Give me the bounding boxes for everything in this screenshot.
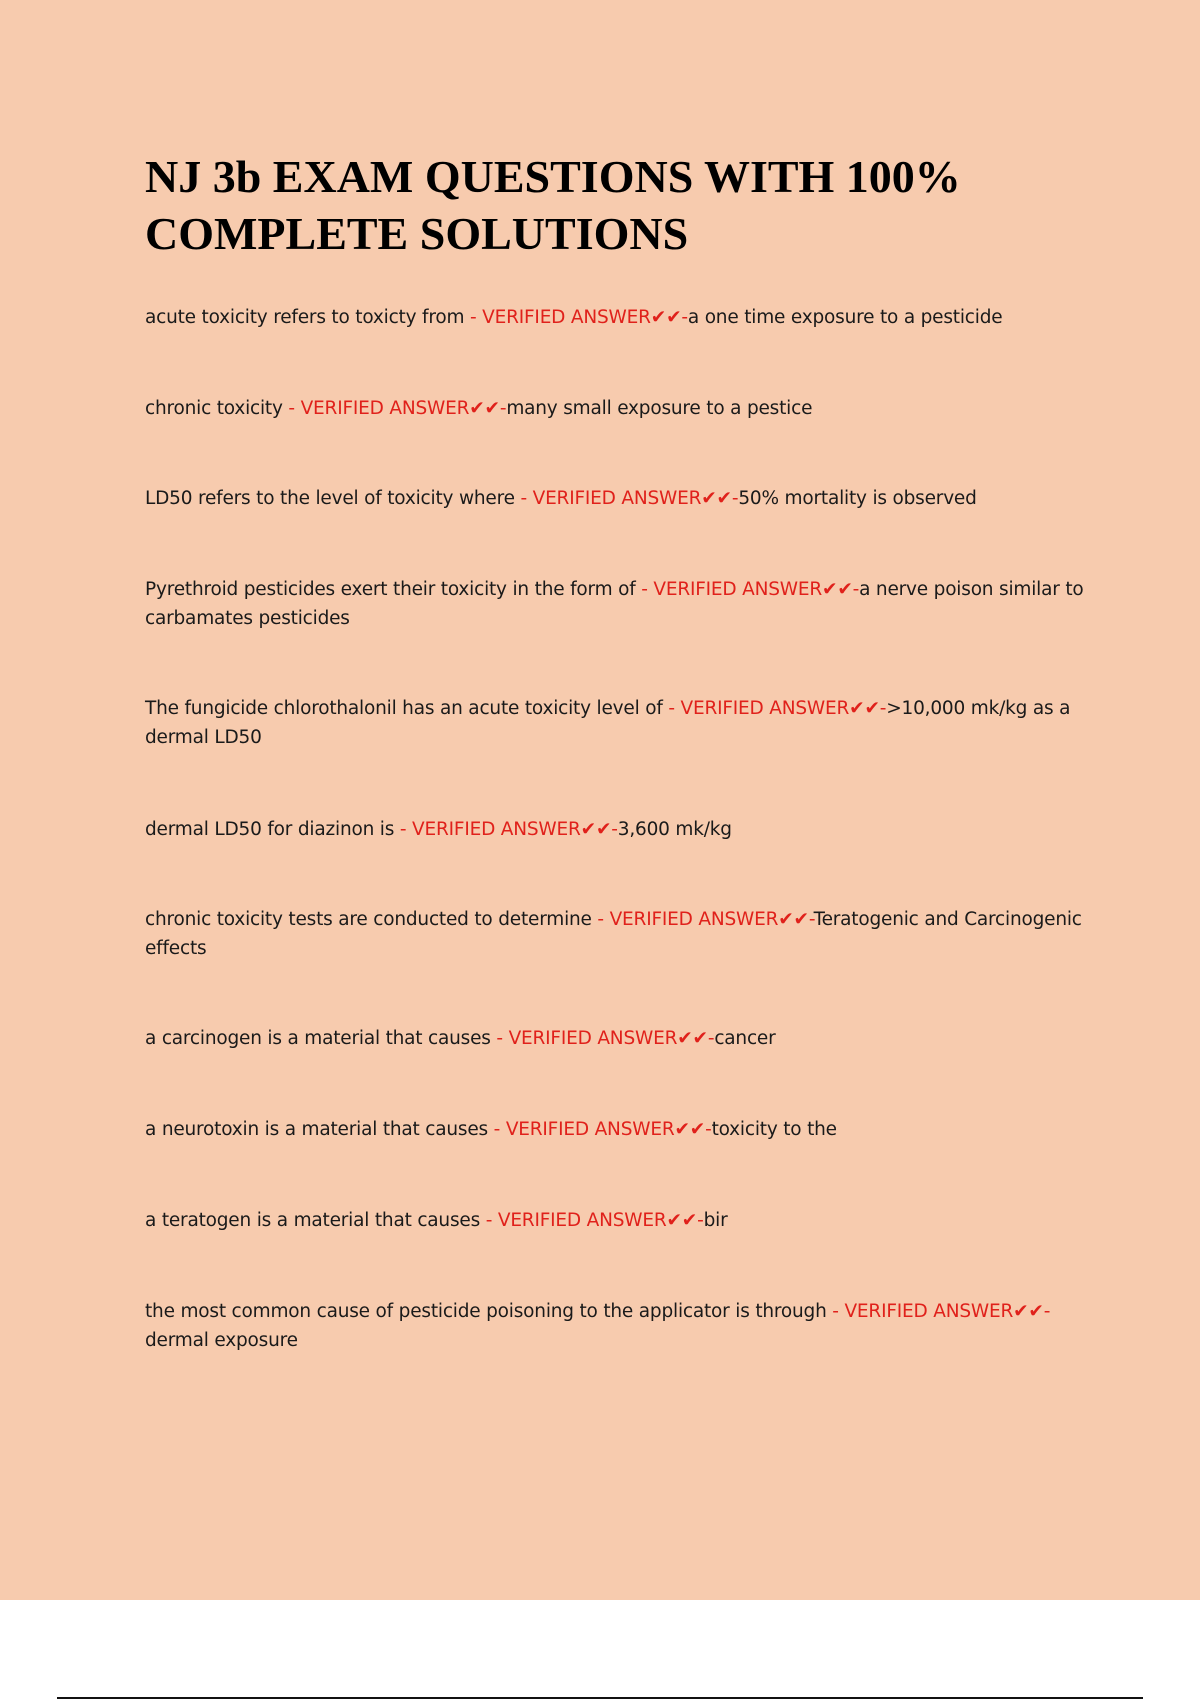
- verified-answer-marker: VERIFIED ANSWER✔✔: [609, 909, 809, 930]
- answer-separator: -: [852, 579, 860, 600]
- question-text: chronic toxicity: [145, 398, 283, 419]
- verified-answer-marker: VERIFIED ANSWER✔✔: [505, 1119, 706, 1140]
- answer-separator: -: [681, 307, 688, 328]
- marker-separator: -: [490, 1028, 509, 1049]
- verified-answer-marker: VERIFIED ANSWER✔✔: [653, 579, 853, 600]
- qa-item: [145, 815, 1095, 844]
- qa-item: [145, 1206, 1095, 1235]
- answer-separator: -: [707, 1028, 715, 1049]
- answer-text: a nerve poison similar to carbamates pesticides: [145, 579, 1084, 629]
- answer-separator: -: [697, 1210, 704, 1231]
- answer-separator: -: [499, 398, 507, 419]
- marker-separator: -: [282, 398, 301, 419]
- question-text: LD50 refers to the level of toxicity where: [145, 488, 515, 509]
- question-text: dermal LD50 for diazinon is: [145, 819, 395, 840]
- question-text: a carcinogen is a material that causes: [145, 1028, 491, 1049]
- marker-separator: -: [591, 909, 610, 930]
- qa-item: [145, 905, 1095, 963]
- question-text: a teratogen is a material that causes: [145, 1210, 481, 1231]
- answer-text: Teratogenic and Carcinogenic effects: [145, 909, 1082, 959]
- answer-text: bir: [703, 1210, 728, 1231]
- verified-answer-marker: VERIFIED ANSWER✔✔: [680, 698, 880, 719]
- answer-separator: -: [705, 1119, 712, 1140]
- question-text: chronic toxicity tests are conducted to determine: [145, 909, 592, 930]
- answer-text: dermal exposure: [145, 1330, 298, 1351]
- qa-item: [145, 575, 1095, 633]
- qa-item: [145, 1115, 1095, 1144]
- question-text: a neurotoxin is a material that causes: [145, 1119, 488, 1140]
- marker-separator: -: [394, 819, 413, 840]
- verified-answer-marker: VERIFIED ANSWER✔✔: [482, 307, 682, 328]
- marker-separator: -: [487, 1119, 506, 1140]
- qa-item: [145, 1024, 1095, 1053]
- qa-item: [145, 394, 1095, 423]
- qa-item: [145, 484, 1095, 513]
- answer-text: 3,600 mk/kg: [617, 819, 732, 840]
- marker-separator: -: [480, 1210, 498, 1231]
- qa-item: [145, 303, 1095, 332]
- answer-separator: -: [731, 488, 739, 509]
- answer-text: cancer: [714, 1028, 776, 1049]
- answer-text: >10,000 mk/kg as a dermal LD50: [145, 698, 1071, 748]
- marker-separator: -: [662, 698, 681, 719]
- question-text: acute toxicity refers to toxicty from: [145, 307, 465, 328]
- answer-separator: -: [879, 698, 887, 719]
- answer-text: a one time exposure to a pesticide: [687, 307, 1003, 328]
- verified-answer-marker: VERIFIED ANSWER✔✔: [412, 819, 612, 840]
- answer-separator: -: [808, 909, 814, 930]
- question-text: The fungicide chlorothalonil has an acute toxicity level of: [145, 698, 663, 719]
- answer-text: 50% mortality is observed: [738, 488, 977, 509]
- verified-answer-marker: VERIFIED ANSWER✔✔: [844, 1301, 1044, 1322]
- qa-item: [145, 694, 1095, 752]
- verified-answer-marker: VERIFIED ANSWER✔✔: [532, 488, 732, 509]
- answer-text: toxicity to the: [711, 1119, 837, 1140]
- marker-separator: -: [635, 579, 654, 600]
- marker-separator: -: [826, 1301, 845, 1322]
- verified-answer-marker: VERIFIED ANSWER✔✔: [508, 1028, 708, 1049]
- qa-item: [145, 1297, 1095, 1355]
- marker-separator: -: [514, 488, 533, 509]
- answer-separator: -: [1043, 1301, 1051, 1322]
- question-text: the most common cause of pesticide poisoning to the applicator is through: [145, 1301, 827, 1322]
- document-title: NJ 3b EXAM QUESTIONS WITH 100% COMPLETE SOLUTIONS: [145, 151, 961, 259]
- answer-separator: -: [611, 819, 618, 840]
- verified-answer-marker: VERIFIED ANSWER✔✔: [300, 398, 500, 419]
- answer-text: many small exposure to a pestice: [506, 398, 813, 419]
- marker-separator: -: [464, 307, 483, 328]
- question-text: Pyrethroid pesticides exert their toxicity in the form of: [145, 579, 636, 600]
- footer-divider: [57, 1697, 1143, 1699]
- verified-answer-marker: VERIFIED ANSWER✔✔: [497, 1210, 698, 1231]
